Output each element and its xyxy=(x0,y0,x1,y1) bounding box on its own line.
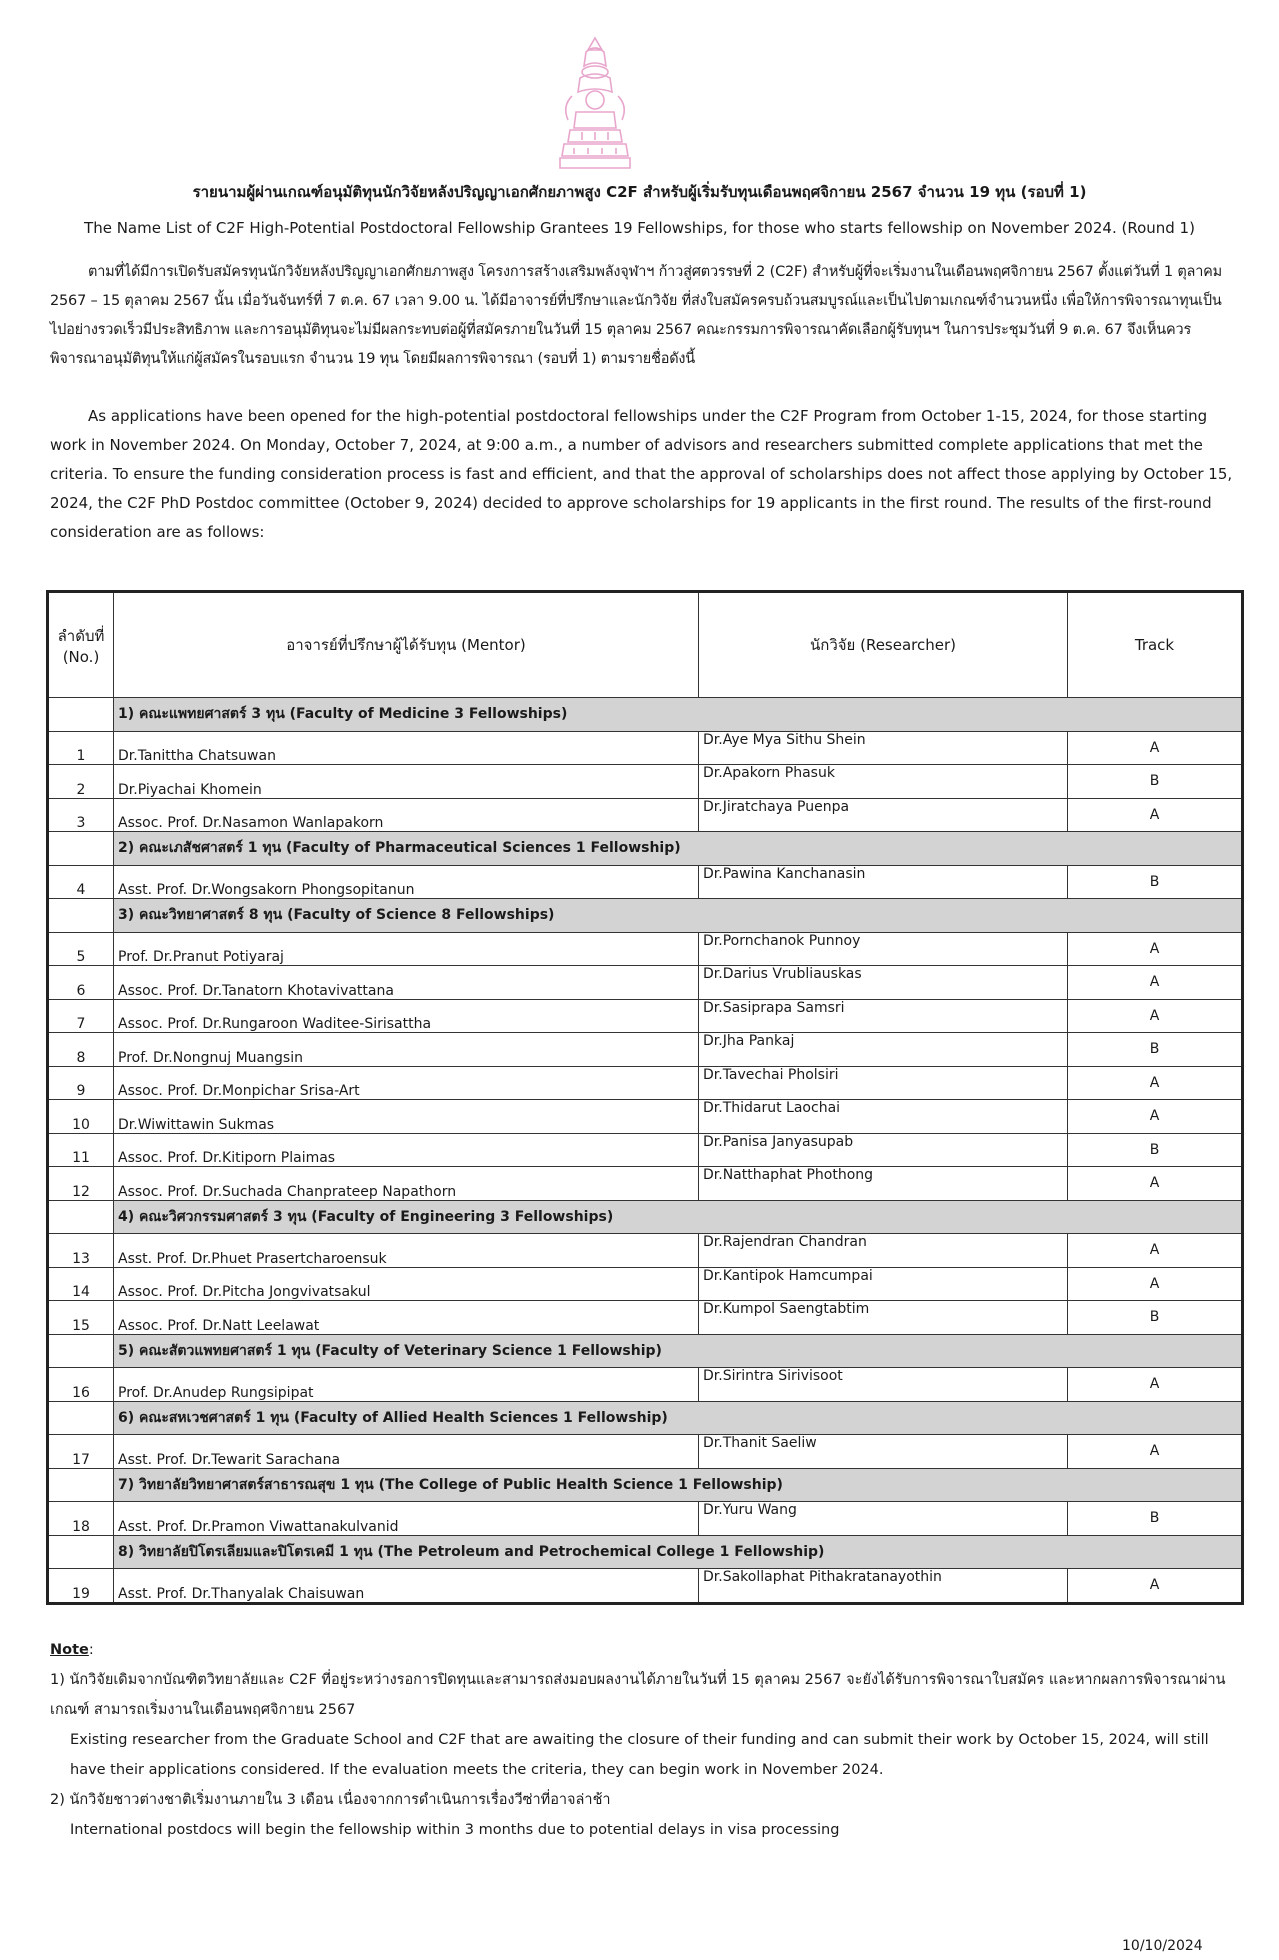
header-track: Track xyxy=(1068,592,1243,698)
section-blank-cell xyxy=(48,899,114,933)
cell-researcher: Dr.Kantipok Hamcumpai xyxy=(699,1267,1068,1301)
section-label: 6) คณะสหเวชศาสตร์ 1 ทุน (Faculty of Allied Health Sciences 1 Fellowship) xyxy=(114,1401,1243,1435)
table-row xyxy=(48,865,1243,899)
section-blank-cell xyxy=(48,698,114,732)
cell-track: B xyxy=(1068,765,1243,799)
cell-track: A xyxy=(1068,1435,1243,1469)
cell-track: B xyxy=(1068,865,1243,899)
cell-researcher: Dr.Pornchanok Punnoy xyxy=(699,932,1068,966)
section-row xyxy=(48,698,1243,732)
cell-track: B xyxy=(1068,1133,1243,1167)
cell-researcher: Dr.Yuru Wang xyxy=(699,1502,1068,1536)
cell-mentor: Assoc. Prof. Dr.Rungaroon Waditee-Sirisattha xyxy=(114,999,699,1033)
section-row xyxy=(48,1468,1243,1502)
intro-paragraph-thai: ตามที่ได้มีการเปิดรับสมัครทุนนักวิจัยหลังปริญญาเอกศักยภาพสูง โครงการสร้างเสริมพลังจุฬาฯ ก้าวสู่ศตวรรษที่ 2 (C2F) สำหรับผู้ที่จะเริ่มงานในเดือนพฤศจิกายน 2567 ตั้งแต่วันที่ 1 ตุลาคม 2567 – 15 ตุลาคม 2567 นั้น เมื่อวันจันทร์ที่ 7 ต.ค. 67 เวลา 9.00 น. ได้มีอาจารย์ที่ปรึกษาและนักวิจัย ที่ส่งใบสมัครครบถ้วนสมบูรณ์และเป็นไปตามเกณฑ์จำนวนหนึ่ง เพื่อให้การพิจารณาทุนเป็นไปอย่างรวดเร็วมีประสิทธิภาพ และการอนุมัติทุนจะไม่มีผลกระทบต่อผู้ที่สมัครภายในวันที่ 15 ตุลาคม 2567 คณะกรรมการพิจารณาคัดเลือกผู้รับทุนฯ ในการประชุมวันที่ 9 ต.ค. 67 จึงเห็นควรพิจารณาอนุมัติทุนให้แก่ผู้สมัครในรอบแรก จำนวน 19 ทุน โดยมีผลการพิจารณา (รอบที่ 1) ตามรายชื่อดังนี้ xyxy=(50,264,1223,367)
cell-researcher: Dr.Apakorn Phasuk xyxy=(699,765,1068,799)
cell-mentor: Assoc. Prof. Dr.Monpichar Srisa-Art xyxy=(114,1066,699,1100)
note-1-english: Existing researcher from the Graduate School and C2F that are awaiting the closure of their funding and can submit their work by October 15, 2024, will still have their applications considered. If the evaluation meets the criteria, they can begin work in November 2024. xyxy=(70,1732,1209,1778)
table-row xyxy=(48,765,1243,799)
section-label: 8) วิทยาลัยปิโตรเลียมและปิโตรเคมี 1 ทุน (The Petroleum and Petrochemical College 1 Fellowship) xyxy=(114,1535,1243,1569)
cell-researcher: Dr.Sakollaphat Pithakratanayothin xyxy=(699,1569,1068,1604)
cell-track: A xyxy=(1068,1100,1243,1134)
cell-no: 6 xyxy=(48,966,114,1000)
notes-block xyxy=(50,1635,1235,1845)
cell-researcher: Dr.Sasiprapa Samsri xyxy=(699,999,1068,1033)
cell-no: 14 xyxy=(48,1267,114,1301)
table-row xyxy=(48,932,1243,966)
cell-no: 19 xyxy=(48,1569,114,1604)
cell-track: A xyxy=(1068,932,1243,966)
header-researcher: นักวิจัย (Researcher) xyxy=(699,592,1068,698)
cell-researcher: Dr.Thidarut Laochai xyxy=(699,1100,1068,1134)
section-label: 5) คณะสัตวแพทยศาสตร์ 1 ทุน (Faculty of Veterinary Science 1 Fellowship) xyxy=(114,1334,1243,1368)
cell-mentor: Assoc. Prof. Dr.Kitiporn Plaimas xyxy=(114,1133,699,1167)
cell-track: A xyxy=(1068,798,1243,832)
cell-track: A xyxy=(1068,731,1243,765)
cell-researcher: Dr.Jiratchaya Puenpa xyxy=(699,798,1068,832)
university-emblem-icon xyxy=(558,36,632,170)
cell-researcher: Dr.Natthaphat Phothong xyxy=(699,1167,1068,1201)
section-label: 7) วิทยาลัยวิทยาศาสตร์สาธารณสุข 1 ทุน (The College of Public Health Science 1 Fellowship) xyxy=(114,1468,1243,1502)
cell-no: 16 xyxy=(48,1368,114,1402)
notes-heading: Note xyxy=(50,1642,89,1658)
cell-track: A xyxy=(1068,999,1243,1033)
cell-mentor: Asst. Prof. Dr.Thanyalak Chaisuwan xyxy=(114,1569,699,1604)
note-1-thai: 1) นักวิจัยเดิมจากบัณฑิตวิทยาลัยและ C2F ที่อยู่ระหว่างรอการปิดทุนและสามารถส่งมอบผลงานได้ภายในวันที่ 15 ตุลาคม 2567 จะยังได้รับการพิจารณาใบสมัคร และหากผลการพิจารณาผ่านเกณฑ์ สามารถเริ่มงานในเดือนพฤศจิกายน 2567 xyxy=(50,1672,1226,1718)
cell-no: 2 xyxy=(48,765,114,799)
section-blank-cell xyxy=(48,1200,114,1234)
cell-researcher: Dr.Darius Vrubliauskas xyxy=(699,966,1068,1000)
header-no-english: (No.) xyxy=(62,648,100,666)
cell-track: A xyxy=(1068,1569,1243,1604)
cell-mentor: Prof. Dr.Nongnuj Muangsin xyxy=(114,1033,699,1067)
table-row xyxy=(48,1368,1243,1402)
cell-no: 17 xyxy=(48,1435,114,1469)
cell-no: 5 xyxy=(48,932,114,966)
cell-mentor: Assoc. Prof. Dr.Pitcha Jongvivatsakul xyxy=(114,1267,699,1301)
section-row xyxy=(48,832,1243,866)
cell-mentor: Dr.Wiwittawin Sukmas xyxy=(114,1100,699,1134)
section-blank-cell xyxy=(48,1535,114,1569)
cell-no: 3 xyxy=(48,798,114,832)
table-row xyxy=(48,1066,1243,1100)
note-2-thai: 2) นักวิจัยชาวต่างชาติเริ่มงานภายใน 3 เดือน เนื่องจากการดำเนินการเรื่องวีซ่าที่อาจล่าช้า xyxy=(50,1792,611,1808)
document-date: 10/10/2024 xyxy=(1122,1938,1203,1954)
table-row xyxy=(48,1502,1243,1536)
table-row xyxy=(48,966,1243,1000)
cell-researcher: Dr.Aye Mya Sithu Shein xyxy=(699,731,1068,765)
section-row xyxy=(48,1334,1243,1368)
cell-no: 15 xyxy=(48,1301,114,1335)
cell-mentor: Asst. Prof. Dr.Pramon Viwattanakulvanid xyxy=(114,1502,699,1536)
table-header-row xyxy=(48,592,1243,698)
table-row xyxy=(48,731,1243,765)
header-no xyxy=(48,592,114,698)
cell-researcher: Dr.Panisa Janyasupab xyxy=(699,1133,1068,1167)
cell-no: 11 xyxy=(48,1133,114,1167)
cell-mentor: Assoc. Prof. Dr.Nasamon Wanlapakorn xyxy=(114,798,699,832)
header-no-thai: ลำดับที่ xyxy=(57,627,105,645)
cell-mentor: Assoc. Prof. Dr.Natt Leelawat xyxy=(114,1301,699,1335)
section-blank-cell xyxy=(48,1401,114,1435)
cell-mentor: Asst. Prof. Dr.Wongsakorn Phongsopitanun xyxy=(114,865,699,899)
section-row xyxy=(48,1401,1243,1435)
cell-researcher: Dr.Rajendran Chandran xyxy=(699,1234,1068,1268)
cell-mentor: Asst. Prof. Dr.Tewarit Sarachana xyxy=(114,1435,699,1469)
cell-track: A xyxy=(1068,1167,1243,1201)
cell-no: 7 xyxy=(48,999,114,1033)
section-label: 2) คณะเภสัชศาสตร์ 1 ทุน (Faculty of Pharmaceutical Sciences 1 Fellowship) xyxy=(114,832,1243,866)
cell-mentor: Asst. Prof. Dr.Phuet Prasertcharoensuk xyxy=(114,1234,699,1268)
table-row xyxy=(48,1234,1243,1268)
table-row xyxy=(48,999,1243,1033)
cell-researcher: Dr.Thanit Saeliw xyxy=(699,1435,1068,1469)
table-row xyxy=(48,1569,1243,1604)
note-2-english: International postdocs will begin the fellowship within 3 months due to potential delays in visa processing xyxy=(70,1822,840,1838)
section-row xyxy=(48,1200,1243,1234)
section-blank-cell xyxy=(48,1334,114,1368)
table-row xyxy=(48,1100,1243,1134)
notes-heading-colon: : xyxy=(88,1642,94,1658)
section-blank-cell xyxy=(48,832,114,866)
cell-researcher: Dr.Sirintra Sirivisoot xyxy=(699,1368,1068,1402)
section-row xyxy=(48,899,1243,933)
header-mentor: อาจารย์ที่ปรึกษาผู้ได้รับทุน (Mentor) xyxy=(114,592,699,698)
cell-mentor: Prof. Dr.Anudep Rungsipipat xyxy=(114,1368,699,1402)
cell-no: 9 xyxy=(48,1066,114,1100)
cell-no: 12 xyxy=(48,1167,114,1201)
cell-researcher: Dr.Jha Pankaj xyxy=(699,1033,1068,1067)
cell-researcher: Dr.Tavechai Pholsiri xyxy=(699,1066,1068,1100)
cell-track: A xyxy=(1068,966,1243,1000)
table-row xyxy=(48,1033,1243,1067)
cell-track: A xyxy=(1068,1066,1243,1100)
table-row xyxy=(48,798,1243,832)
table-row xyxy=(48,1133,1243,1167)
cell-mentor: Dr.Piyachai Khomein xyxy=(114,765,699,799)
cell-mentor: Prof. Dr.Pranut Potiyaraj xyxy=(114,932,699,966)
table-body xyxy=(48,698,1243,1604)
cell-mentor: Assoc. Prof. Dr.Suchada Chanprateep Napathorn xyxy=(114,1167,699,1201)
cell-no: 4 xyxy=(48,865,114,899)
cell-no: 13 xyxy=(48,1234,114,1268)
cell-track: A xyxy=(1068,1267,1243,1301)
table-row xyxy=(48,1435,1243,1469)
section-row xyxy=(48,1535,1243,1569)
intro-paragraph-english: As applications have been opened for the high-potential postdoctoral fellowships under the C2F Program from October 1-15, 2024, for those starting work in November 2024. On Monday, October 7, 2024, at 9:00 a.m., a number of advisors and researchers submitted complete applications that met the criteria. To ensure the funding consideration process is fast and efficient, and that the approval of scholarships does not affect those applying by October 15, 2024, the C2F PhD Postdoc committee (October 9, 2024) decided to approve scholarships for 19 applicants in the first round. The results of the first-round consideration are as follows: xyxy=(50,407,1233,541)
cell-mentor: Dr.Tanittha Chatsuwan xyxy=(114,731,699,765)
cell-mentor: Assoc. Prof. Dr.Tanatorn Khotavivattana xyxy=(114,966,699,1000)
cell-track: B xyxy=(1068,1033,1243,1067)
cell-researcher: Dr.Pawina Kanchanasin xyxy=(699,865,1068,899)
cell-no: 8 xyxy=(48,1033,114,1067)
section-label: 1) คณะแพทยศาสตร์ 3 ทุน (Faculty of Medicine 3 Fellowships) xyxy=(114,698,1243,732)
section-label: 3) คณะวิทยาศาสตร์ 8 ทุน (Faculty of Science 8 Fellowships) xyxy=(114,899,1243,933)
cell-track: A xyxy=(1068,1234,1243,1268)
cell-track: A xyxy=(1068,1368,1243,1402)
title-english: The Name List of C2F High-Potential Postdoctoral Fellowship Grantees 19 Fellowships, for those who starts fellowship on November 2024. (Round 1) xyxy=(84,219,1195,237)
cell-no: 18 xyxy=(48,1502,114,1536)
cell-track: B xyxy=(1068,1502,1243,1536)
cell-researcher: Dr.Kumpol Saengtabtim xyxy=(699,1301,1068,1335)
section-label: 4) คณะวิศวกรรมศาสตร์ 3 ทุน (Faculty of Engineering 3 Fellowships) xyxy=(114,1200,1243,1234)
cell-no: 1 xyxy=(48,731,114,765)
table-row xyxy=(48,1301,1243,1335)
cell-track: B xyxy=(1068,1301,1243,1335)
grantee-table xyxy=(46,590,1244,1605)
title-thai: รายนามผู้ผ่านเกณฑ์อนุมัติทุนนักวิจัยหลังปริญญาเอกศักยภาพสูง C2F สำหรับผู้เริ่มรับทุนเดือนพฤศจิกายน 2567 จำนวน 19 ทุน (รอบที่ 1) xyxy=(192,183,1087,201)
table-row xyxy=(48,1167,1243,1201)
table-row xyxy=(48,1267,1243,1301)
cell-no: 10 xyxy=(48,1100,114,1134)
section-blank-cell xyxy=(48,1468,114,1502)
